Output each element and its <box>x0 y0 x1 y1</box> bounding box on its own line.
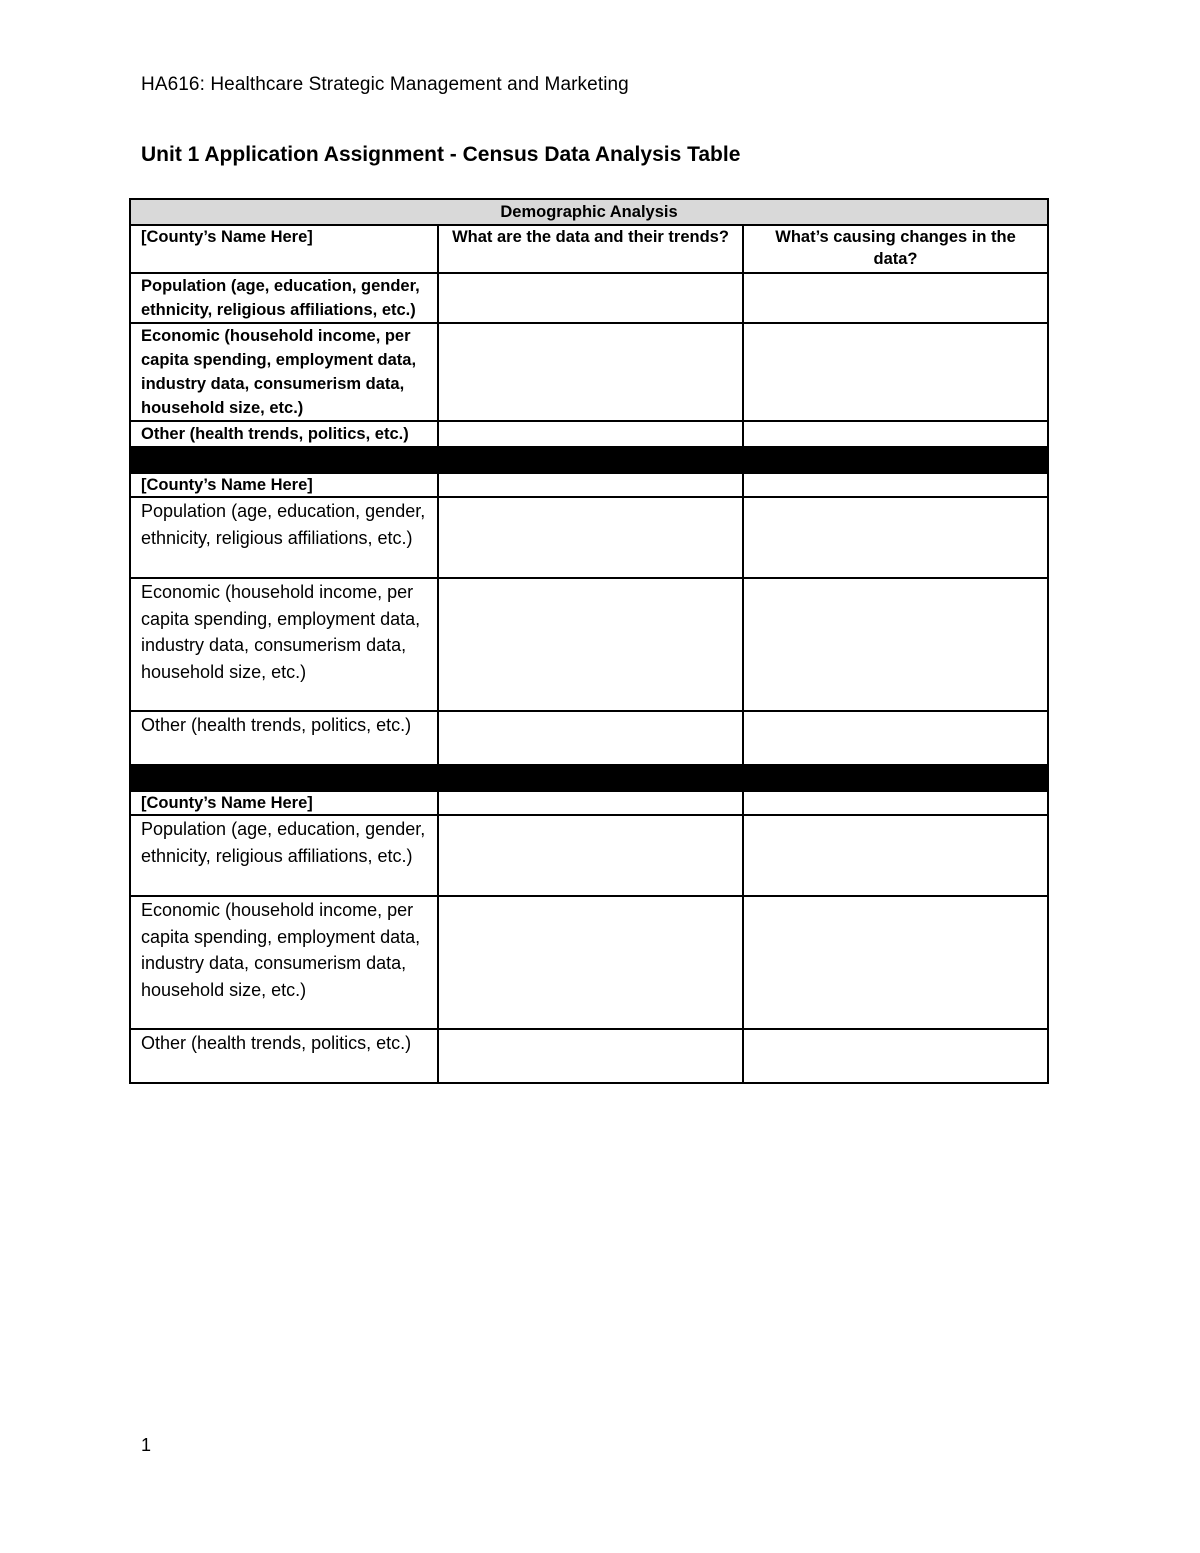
table-row <box>130 273 1048 323</box>
table-row <box>130 815 1048 896</box>
data-trends-cell[interactable] <box>438 711 743 765</box>
document-title: Unit 1 Application Assignment - Census Data Analysis Table <box>141 143 741 166</box>
section-separator <box>130 765 1048 791</box>
data-trends-cell[interactable] <box>438 791 743 815</box>
causes-cell[interactable] <box>743 1029 1048 1083</box>
data-trends-cell[interactable] <box>438 896 743 1029</box>
data-trends-cell[interactable] <box>438 273 743 323</box>
table-row <box>130 578 1048 711</box>
page-header: HA616: Healthcare Strategic Management and Marketing <box>141 74 629 95</box>
census-analysis-table <box>129 198 1049 1084</box>
table-banner: Demographic Analysis <box>130 199 1048 225</box>
table-banner-row <box>130 199 1048 225</box>
table-row <box>130 1029 1048 1083</box>
row-label-population: Population (age, education, gender, ethnicity, religious affiliations, etc.) <box>130 497 438 578</box>
row-label-economic: Economic (household income, per capita spending, employment data, industry data, consumerism data, household size, etc.) <box>130 578 438 711</box>
county-row <box>130 791 1048 815</box>
causes-cell[interactable] <box>743 711 1048 765</box>
row-label-population: Population (age, education, gender, ethnicity, religious affiliations, etc.) <box>130 273 438 323</box>
causes-cell[interactable] <box>743 473 1048 497</box>
row-label-other: Other (health trends, politics, etc.) <box>130 421 438 447</box>
causes-cell[interactable] <box>743 421 1048 447</box>
table-row <box>130 896 1048 1029</box>
row-label-other: Other (health trends, politics, etc.) <box>130 1029 438 1083</box>
causes-cell[interactable] <box>743 323 1048 421</box>
causes-cell[interactable] <box>743 791 1048 815</box>
row-label-economic: Economic (household income, per capita spending, employment data, industry data, consumerism data, household size, etc.) <box>130 323 438 421</box>
causes-cell[interactable] <box>743 896 1048 1029</box>
table-header-row <box>130 225 1048 273</box>
table-row <box>130 711 1048 765</box>
header-county-name: [County’s Name Here] <box>130 225 438 273</box>
causes-cell[interactable] <box>743 273 1048 323</box>
data-trends-cell[interactable] <box>438 323 743 421</box>
data-trends-cell[interactable] <box>438 421 743 447</box>
data-trends-cell[interactable] <box>438 497 743 578</box>
causes-cell[interactable] <box>743 497 1048 578</box>
separator-bar <box>130 765 1048 791</box>
header-data-trends: What are the data and their trends? <box>438 225 743 273</box>
county-row <box>130 473 1048 497</box>
table-row <box>130 421 1048 447</box>
row-label-other: Other (health trends, politics, etc.) <box>130 711 438 765</box>
causes-cell[interactable] <box>743 578 1048 711</box>
section-separator <box>130 447 1048 473</box>
separator-bar <box>130 447 1048 473</box>
table-row <box>130 323 1048 421</box>
data-trends-cell[interactable] <box>438 578 743 711</box>
data-trends-cell[interactable] <box>438 815 743 896</box>
causes-cell[interactable] <box>743 815 1048 896</box>
county-name-label: [County’s Name Here] <box>130 473 438 497</box>
row-label-economic: Economic (household income, per capita spending, employment data, industry data, consumerism data, household size, etc.) <box>130 896 438 1029</box>
data-trends-cell[interactable] <box>438 1029 743 1083</box>
page-number: 1 <box>141 1435 152 1455</box>
data-trends-cell[interactable] <box>438 473 743 497</box>
table-row <box>130 497 1048 578</box>
header-causes: What’s causing changes in the data? <box>743 225 1048 273</box>
county-name-label: [County’s Name Here] <box>130 791 438 815</box>
row-label-population: Population (age, education, gender, ethnicity, religious affiliations, etc.) <box>130 815 438 896</box>
